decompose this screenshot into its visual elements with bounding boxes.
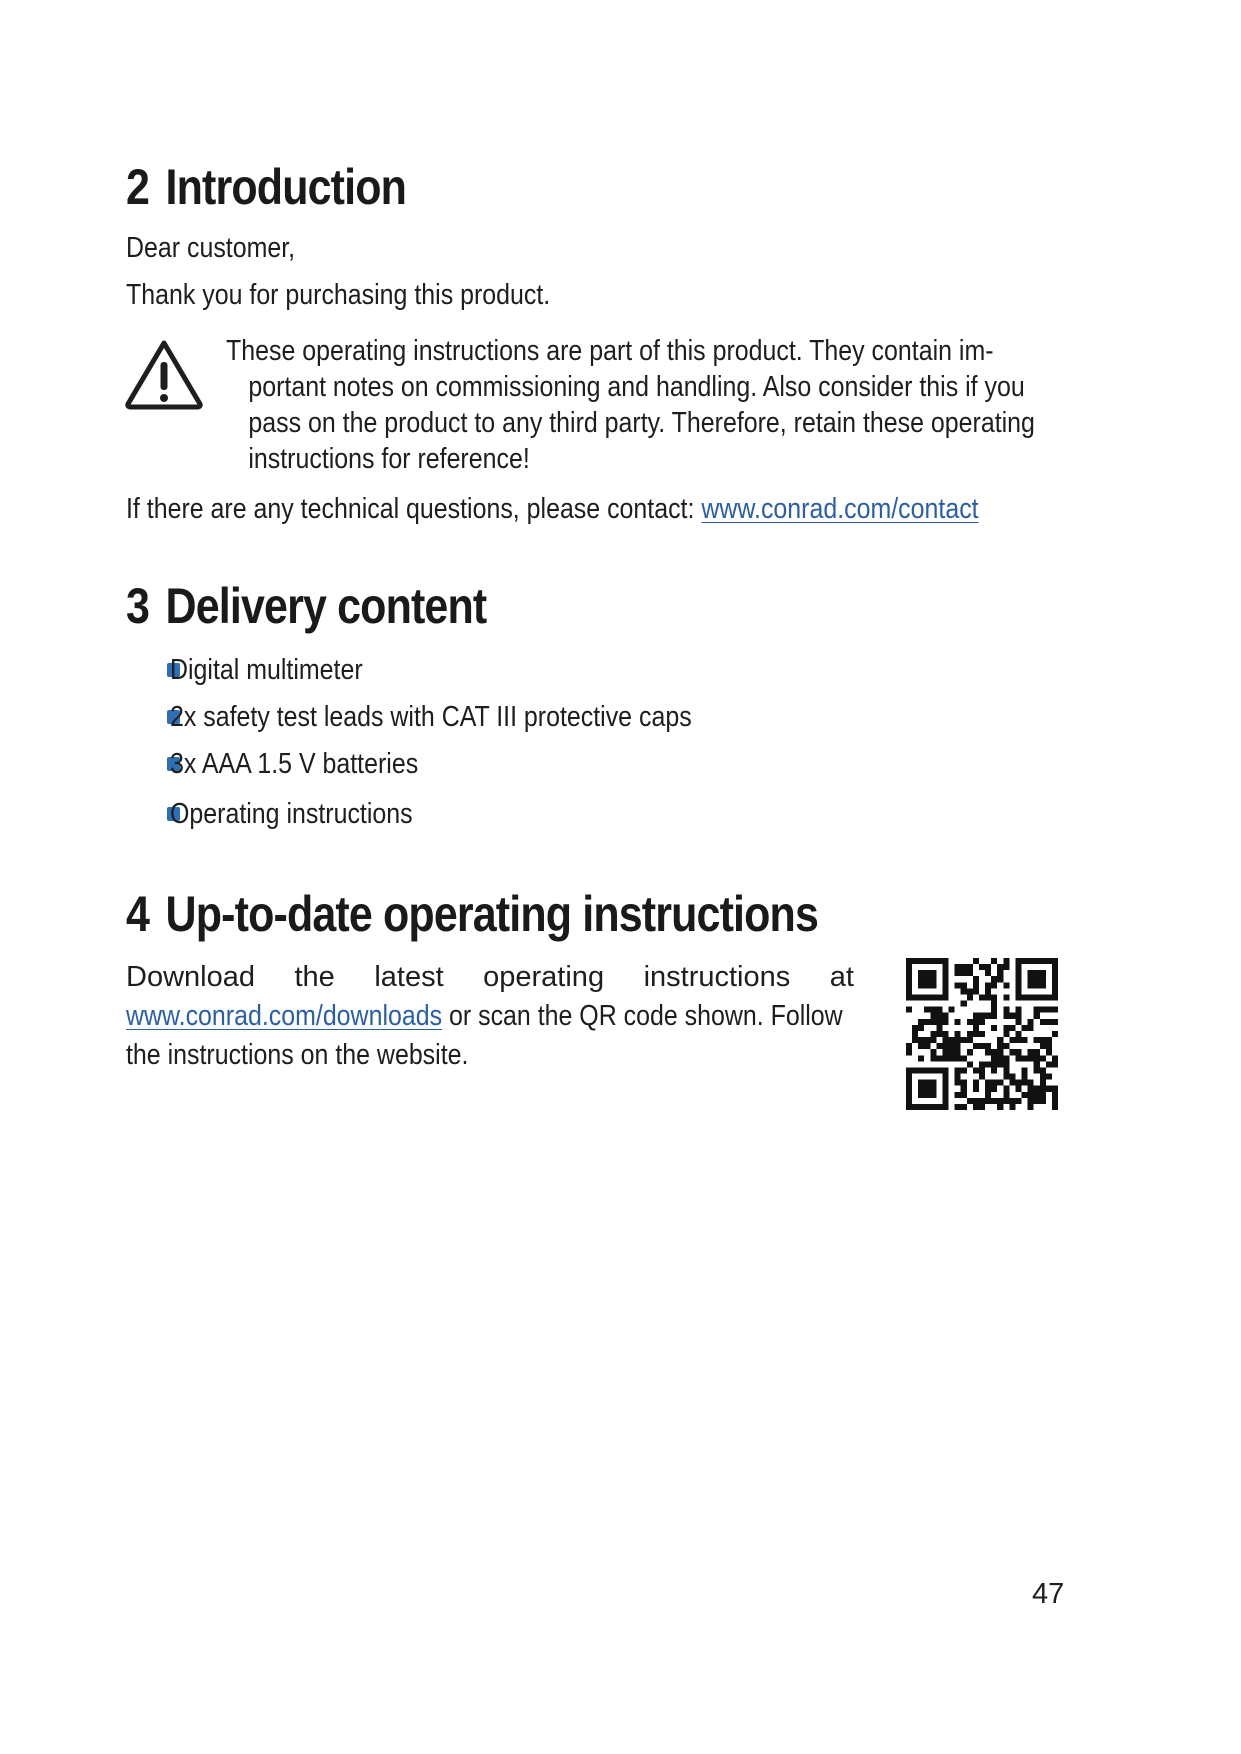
download-word: instructions [643,961,791,993]
list-item-text: Operating instructions [170,798,413,830]
greeting-text: Dear customer, [126,232,296,264]
download-line-3: the instructions on the website. [126,1039,469,1071]
section-heading-delivery [126,577,486,635]
section-heading-instructions [126,885,818,943]
section-title: Up-to-date operating instructions [165,886,819,942]
warning-line: pass on the product to any third party. Therefore, retain these operating [248,407,1035,439]
list-item-text: 3x AAA 1.5 V batteries [170,748,419,780]
download-word: Download [126,961,255,993]
list-item-text: 2x safety test leads with CAT III protective caps [170,701,692,733]
download-word: latest [374,961,444,993]
download-word: operating [483,961,605,993]
warning-triangle-icon [124,338,204,410]
download-word: at [829,961,854,993]
download-line-2 [126,1000,843,1033]
section-number: 2 [126,159,150,215]
section-title: Introduction [165,159,407,215]
thanks-text: Thank you for purchasing this product. [126,279,551,311]
contact-paragraph [126,493,979,526]
download-line-2-rest: or scan the QR code shown. Follow [448,1000,843,1032]
contact-text: If there are any technical questions, please contact: [126,493,695,525]
warning-note [226,333,1074,477]
section-title: Delivery content [165,578,487,634]
page-number: 47 [1032,1578,1065,1610]
section-number: 4 [126,886,150,942]
warning-line: instructions for reference! [248,443,530,475]
qr-code-icon[interactable] [906,957,1058,1111]
section-number: 3 [126,578,150,634]
contact-link[interactable]: www.conrad.com/contact [701,493,979,525]
warning-line: These operating instructions are part of this product. They contain im- [226,335,994,367]
section-heading-introduction [126,158,406,216]
downloads-link[interactable]: www.conrad.com/downloads [126,1000,443,1032]
warning-line: portant notes on commissioning and handling. Also consider this if you [248,371,1025,403]
list-item-text: Digital multimeter [170,654,363,686]
download-word: the [294,961,335,993]
download-line-1 [126,961,854,994]
